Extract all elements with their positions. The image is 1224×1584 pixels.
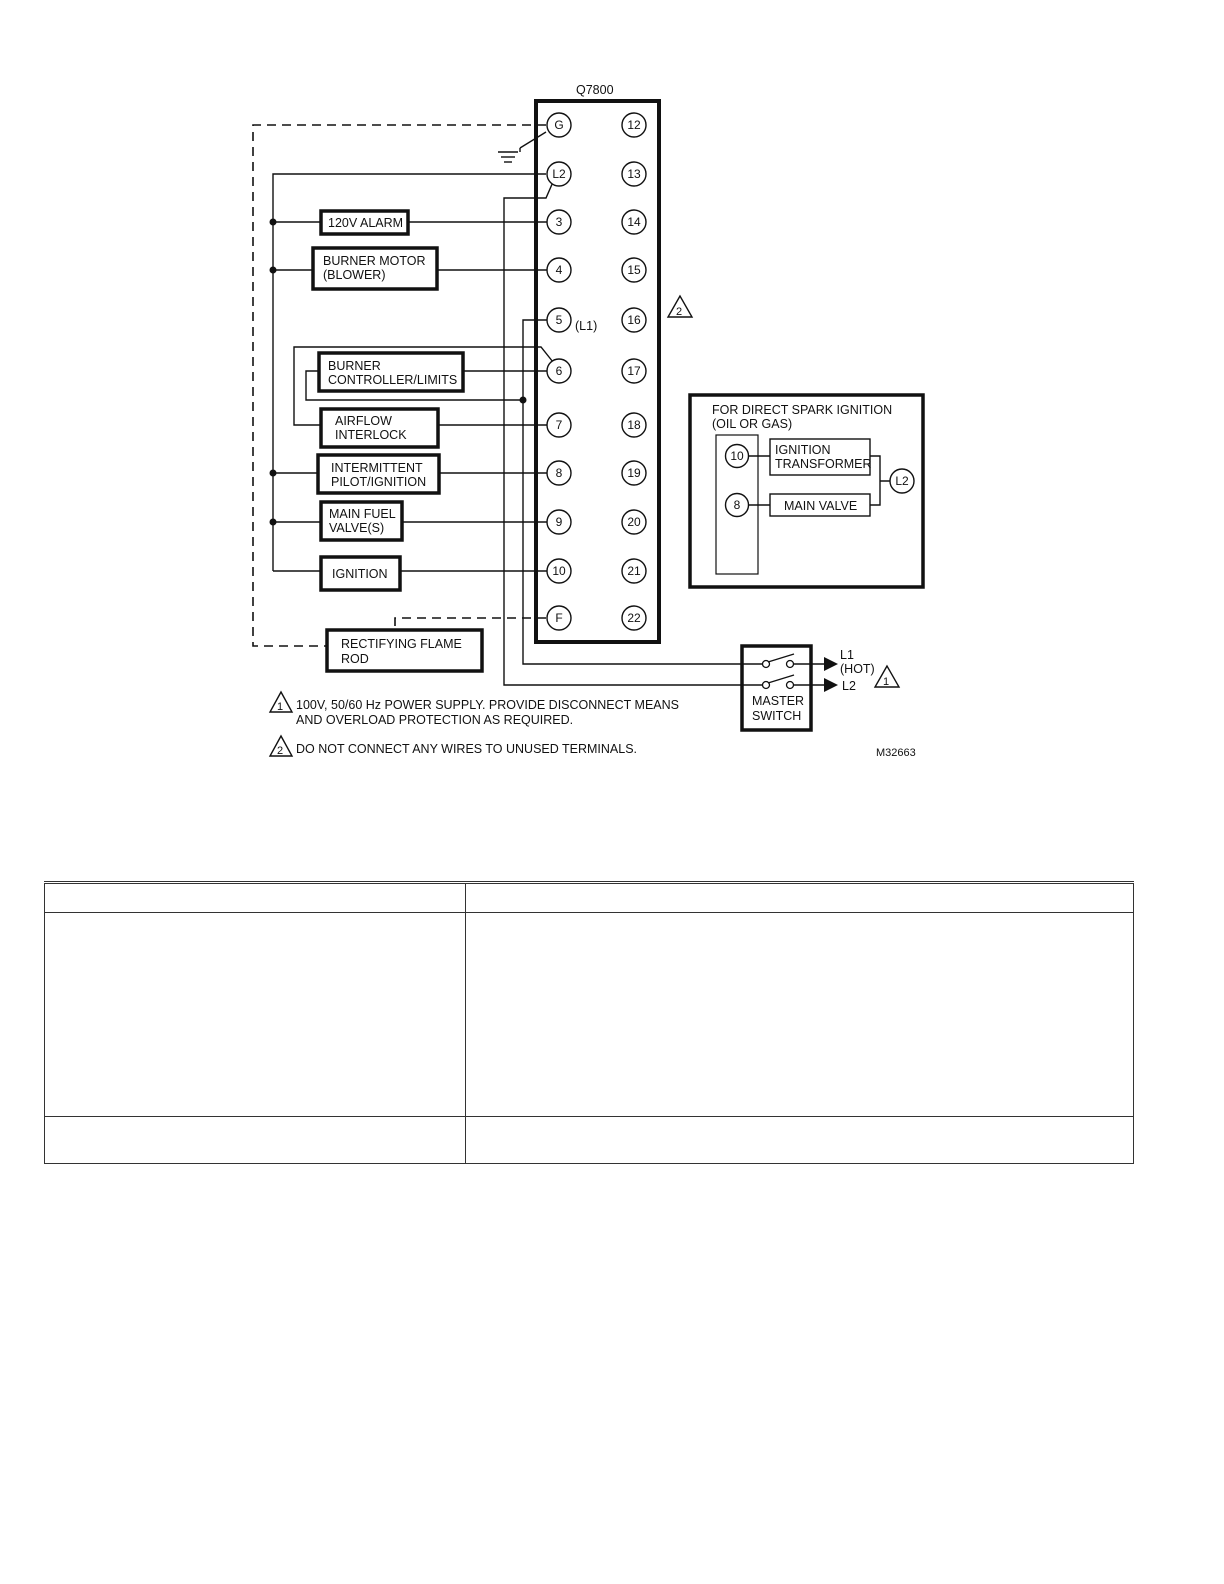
svg-text:PILOT/IGNITION: PILOT/IGNITION: [331, 475, 427, 489]
airflow-interlock-box: [321, 409, 438, 447]
svg-text:120V ALARM: 120V ALARM: [328, 216, 404, 230]
svg-text:AIRFLOW: AIRFLOW: [335, 414, 392, 428]
table-cell: [45, 1117, 466, 1164]
ground-icon: [498, 132, 546, 162]
note1-warning-icon: [875, 666, 899, 688]
svg-text:VALVE(S): VALVE(S): [329, 521, 385, 535]
svg-text:BURNER: BURNER: [328, 359, 381, 373]
svg-text:RECTIFYING FLAME: RECTIFYING FLAME: [341, 637, 462, 651]
ignition-box: [321, 557, 400, 590]
terminal-label: 19: [627, 466, 641, 480]
terminal-label: 5: [555, 313, 563, 327]
master-switch: [742, 646, 875, 730]
terminal-label: 6: [555, 364, 563, 378]
terminal-label: 4: [555, 263, 563, 277]
svg-text:L2: L2: [842, 679, 856, 693]
terminal-label: 12: [627, 118, 641, 132]
terminal-label: 16: [627, 313, 641, 327]
terminal-label: 8: [555, 466, 563, 480]
terminal-label: G: [554, 118, 564, 132]
flame-rod-box: [327, 630, 482, 671]
direct-spark-inset: [690, 395, 923, 587]
svg-text:MAIN FUEL: MAIN FUEL: [329, 507, 396, 521]
svg-text:100V, 50/60 Hz POWER SUPPLY.: 100V, 50/60 Hz POWER SUPPLY. PROVIDE DISCONNECT MEANS: [296, 698, 680, 712]
module-label: Q7800: [576, 83, 614, 97]
svg-text:CONTROLLER/LIMITS: CONTROLLER/LIMITS: [328, 373, 458, 387]
table-cell: [466, 883, 1134, 913]
empty-table: [44, 881, 1134, 1164]
svg-text:IGNITION: IGNITION: [332, 567, 388, 581]
svg-text:8: 8: [733, 498, 741, 512]
svg-text:DO NOT CONNECT ANY WIRES TO UN: DO NOT CONNECT ANY WIRES TO UNUSED TERMINALS.: [296, 742, 638, 756]
svg-text:(HOT): (HOT): [840, 662, 875, 676]
burner-motor-box: [313, 248, 437, 289]
table-cell: [466, 913, 1134, 1117]
svg-text:AND OVERLOAD PROTECTION AS REQ: AND OVERLOAD PROTECTION AS REQUIRED.: [296, 713, 574, 727]
terminal-label: 15: [627, 263, 641, 277]
svg-text:INTERLOCK: INTERLOCK: [335, 428, 407, 442]
table-row: [45, 913, 1134, 1117]
svg-text:SWITCH: SWITCH: [752, 709, 802, 723]
terminal-label: 22: [627, 611, 641, 625]
terminal-label: 21: [627, 564, 641, 578]
svg-text:(BLOWER): (BLOWER): [323, 268, 386, 282]
terminal-label: 20: [627, 515, 641, 529]
l1-tag: (L1): [575, 319, 598, 333]
terminal-label: 10: [552, 564, 566, 578]
terminals-right: [622, 113, 646, 630]
svg-text:1: 1: [883, 676, 890, 688]
svg-text:BURNER MOTOR: BURNER MOTOR: [323, 254, 426, 268]
svg-text:1: 1: [277, 701, 284, 713]
terminal-label: 17: [627, 364, 641, 378]
pilot-ignition-box: [318, 455, 439, 493]
burner-controller-box: [319, 353, 463, 391]
terminal-label: 9: [555, 515, 563, 529]
terminals-left: [547, 113, 571, 630]
table-cell: [45, 913, 466, 1117]
main-fuel-box: [321, 502, 402, 540]
terminal-label: F: [555, 611, 563, 625]
svg-text:(OIL OR GAS): (OIL OR GAS): [712, 417, 793, 431]
terminal-label: 14: [627, 215, 641, 229]
svg-text:INTERMITTENT: INTERMITTENT: [331, 461, 423, 475]
svg-text:2: 2: [277, 745, 284, 757]
terminal-label: 7: [555, 418, 563, 432]
terminal-label: 18: [627, 418, 641, 432]
svg-text:MASTER: MASTER: [752, 694, 805, 708]
note-2: [270, 736, 637, 757]
terminal-label: L2: [552, 167, 566, 181]
svg-text:2: 2: [676, 306, 683, 318]
terminal-label: 3: [555, 215, 563, 229]
alarm-box: [321, 211, 408, 234]
note2-warning-icon: [668, 296, 692, 318]
svg-text:FOR DIRECT SPARK IGNITION: FOR DIRECT SPARK IGNITION: [712, 403, 893, 417]
terminal-label: 13: [627, 167, 641, 181]
table-cell: [466, 1117, 1134, 1164]
svg-text:L1: L1: [840, 648, 854, 662]
table-header-row: [45, 883, 1134, 913]
note-1: [270, 692, 679, 727]
figure-id: M32663: [876, 747, 916, 759]
table-cell: [45, 883, 466, 913]
svg-text:ROD: ROD: [341, 652, 369, 666]
svg-text:10: 10: [730, 449, 744, 463]
table-row: [45, 1117, 1134, 1164]
svg-text:TRANSFORMER: TRANSFORMER: [775, 457, 872, 471]
svg-text:IGNITION: IGNITION: [775, 443, 831, 457]
svg-text:L2: L2: [895, 474, 909, 488]
svg-text:MAIN VALVE: MAIN VALVE: [784, 499, 858, 513]
